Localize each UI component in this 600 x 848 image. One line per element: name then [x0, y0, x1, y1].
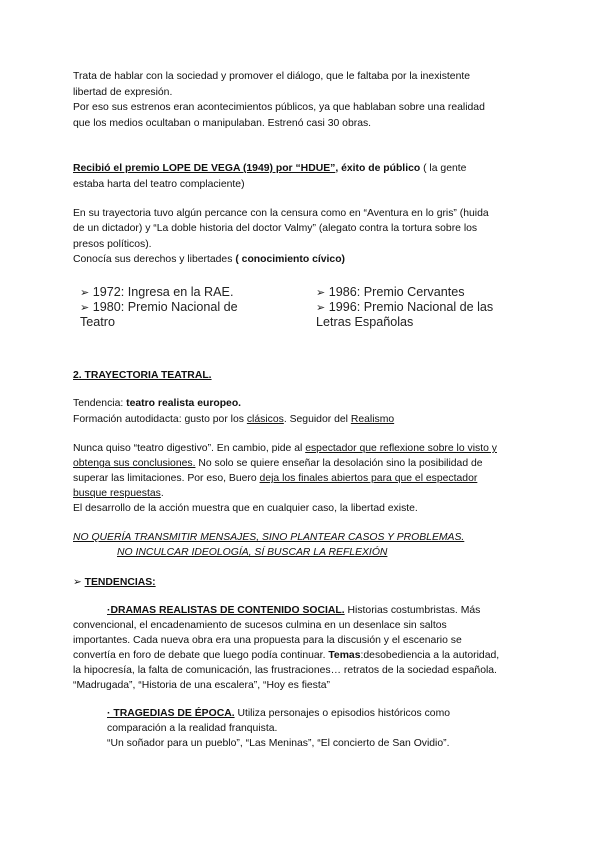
digestivo-line-4	[73, 486, 164, 501]
tragedias-heading: · TRAGEDIAS DE ÉPOCA.	[107, 708, 235, 719]
quote-line-1: NO QUERÍA TRANSMITIR MENSAJES, SINO PLANTEAR CASOS Y PROBLEMAS.	[73, 532, 465, 543]
award-left-3: Teatro	[80, 315, 116, 329]
censura-line-2: de un dictador) y “La doble historia del doctor Valmy” (alegato contra la tortura sobre los	[73, 223, 478, 234]
digestivo-underline-4: busque respuestas	[73, 488, 161, 499]
dramas-text-4a: convertía en foro de debate que luego podía continuar.	[73, 650, 329, 661]
digestivo-line-3	[73, 471, 477, 486]
quote-line-2: NO INCULCAR IDEOLOGÍA, SÍ BUSCAR LA REFLEXIÓN	[117, 547, 388, 558]
formacion-line	[73, 412, 394, 427]
dramas-line-4	[73, 648, 499, 663]
dramas-heading: ·DRAMAS REALISTAS DE CONTENIDO SOCIAL.	[107, 605, 345, 616]
censura-line-1: En su trayectoria tuvo algún percance con la censura como en “Aventura en lo gris” (huida	[73, 208, 489, 219]
tragedias-line-3: “Un soñador para un pueblo”, “Las Meninas”, “El concierto de San Ovidio”.	[107, 738, 450, 749]
premio-rest-1: ( la gente	[420, 163, 467, 174]
premio-heading: Recibió el premio LOPE DE VEGA (1949) por “HDUE”	[73, 163, 336, 174]
digestivo-text-4b: .	[160, 488, 164, 499]
dramas-line-1	[107, 603, 480, 618]
tragedias-line-1	[107, 706, 450, 721]
premio-line-1	[73, 161, 466, 176]
intro-line-4: que los medios ocultaban o manipulaban. Estrenó casi 30 obras.	[73, 118, 372, 129]
tendencia-value: teatro realista europeo.	[126, 398, 242, 409]
arrow-icon: ➢	[316, 287, 326, 299]
digestivo-line-5: El desarrollo de la acción muestra que en cualquier caso, la libertad existe.	[73, 503, 418, 514]
intro-line-2: libertad de expresión.	[73, 87, 173, 98]
award-left-1-text: 1972: Ingresa en la RAE.	[92, 285, 234, 299]
premio-comma: ,	[335, 163, 339, 174]
dramas-line-6: “Madrugada”, “Historia de una escalera”, “Hoy es fiesta”	[73, 680, 330, 691]
arrow-icon: ➢	[80, 287, 90, 299]
censura-line-4a: Conocía sus derechos y libertades	[73, 254, 236, 265]
section-title: 2. TRAYECTORIA TEATRAL.	[73, 370, 212, 381]
censura-line-4	[73, 252, 345, 267]
arrow-icon: ➢	[73, 577, 82, 588]
dramas-line-3: importantes. Cada nueva obra era una propuesta para la discusión y el escenario se	[73, 635, 462, 646]
censura-line-3: presos políticos).	[73, 239, 152, 250]
dramas-line-5: la hipocresía, la falta de comunicación, las frustraciones… retratos de la sociedad española.	[73, 665, 497, 676]
tendencia-line	[73, 396, 241, 411]
arrow-icon: ➢	[316, 302, 326, 314]
digestivo-text-2b: No solo se quiere enseñar la desolación sino la posibilidad de	[195, 458, 483, 469]
premio-line-2: estaba harta del teatro complaciente)	[73, 179, 245, 190]
award-right-2-text: 1996: Premio Nacional de las	[328, 300, 494, 314]
intro-line-1: Trata de hablar con la sociedad y promover el diálogo, que le faltaba por la inexistente	[73, 71, 471, 82]
tendencia-label: Tendencia:	[73, 398, 127, 409]
tragedias-text-1b: Utiliza personajes o episodios históricos como	[234, 708, 451, 719]
tendencias-heading	[73, 575, 156, 590]
temas-label: Temas	[328, 650, 361, 661]
digestivo-line-1	[73, 441, 497, 456]
dramas-text-4b: :desobediencia a la autoridad,	[360, 650, 500, 661]
conocimiento-civico: ( conocimiento cívico)	[235, 254, 346, 265]
formacion-text-b: . Seguidor del	[283, 414, 351, 425]
premio-exito: éxito de público	[341, 163, 421, 174]
digestivo-underline-3: deja los finales abiertos para que el espectador	[259, 473, 478, 484]
digestivo-line-2	[73, 456, 483, 471]
formacion-text-a: Formación autodidacta: gusto por los	[73, 414, 247, 425]
dramas-line-2: convencional, el encadenamiento de sucesos culmina en un desenlace sin saltos	[73, 620, 447, 631]
digestivo-underline-1: espectador que reflexione sobre lo visto y	[305, 443, 497, 454]
award-right-1-text: 1986: Premio Cervantes	[328, 285, 465, 299]
intro-line-3: Por eso sus estrenos eran acontecimientos públicos, ya que hablaban sobre una realidad	[73, 102, 485, 113]
award-right-3: Letras Españolas	[316, 315, 414, 329]
realismo-link: Realismo	[350, 414, 395, 425]
clasicos-link: clásicos	[246, 414, 284, 425]
dramas-text-1b: Historias costumbristas. Más	[344, 605, 481, 616]
digestivo-text-1a: Nunca quiso “teatro digestivo”. En cambio, pide al	[73, 443, 306, 454]
arrow-icon: ➢	[80, 302, 90, 314]
tragedias-line-2: comparación a la realidad franquista.	[107, 723, 278, 734]
award-left-2-text: 1980: Premio Nacional de	[92, 300, 238, 314]
tendencias-title: TENDENCIAS:	[84, 577, 156, 588]
digestivo-text-3: superar las limitaciones. Por eso, Buero	[73, 473, 260, 484]
digestivo-underline-2: obtenga sus conclusiones.	[73, 458, 196, 469]
